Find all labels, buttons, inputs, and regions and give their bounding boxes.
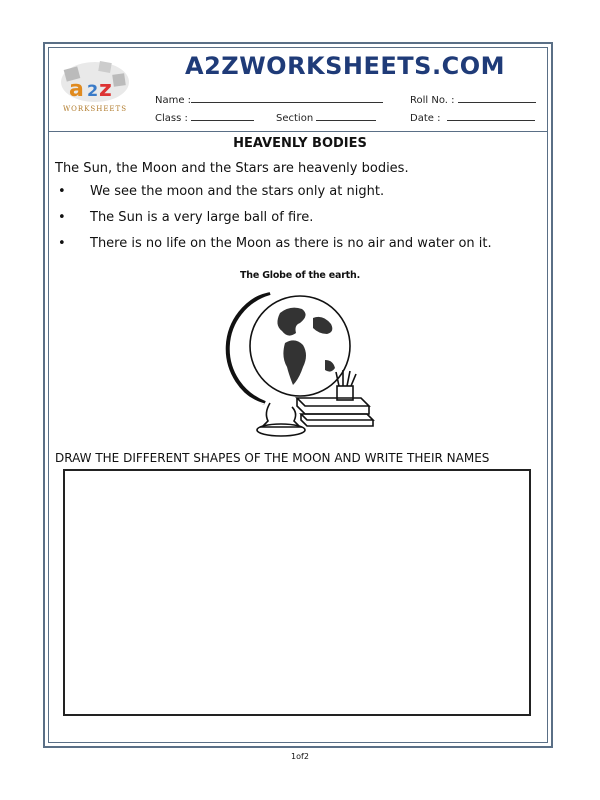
section-label: Section — [276, 113, 314, 124]
list-item: • We see the moon and the stars only at night. — [58, 184, 385, 199]
name-label: Name : — [155, 95, 192, 106]
site-title: A2ZWORKSHEETS.COM — [185, 52, 505, 80]
a2z-logo — [55, 58, 135, 116]
globe-illustration — [225, 268, 375, 443]
svg-text:a: a — [69, 77, 84, 102]
name-field[interactable] — [155, 93, 383, 106]
drawing-instruction: DRAW THE DIFFERENT SHAPES OF THE MOON AND WRITE THEIR NAMES — [55, 451, 490, 465]
class-line — [191, 111, 254, 121]
roll-field[interactable] — [410, 93, 536, 106]
name-line — [191, 93, 383, 103]
section-field[interactable] — [276, 111, 376, 124]
svg-text:z: z — [99, 77, 112, 102]
worksheet-heading: HEAVENLY BODIES — [233, 136, 367, 151]
bullet-icon: • — [58, 236, 66, 251]
class-label: Class : — [155, 113, 188, 124]
date-line — [447, 111, 535, 121]
date-label: Date : — [410, 113, 441, 124]
header-divider — [49, 131, 547, 132]
roll-label: Roll No. : — [410, 95, 455, 106]
section-line — [316, 111, 376, 121]
list-item: • The Sun is a very large ball of fire. — [58, 210, 314, 225]
class-field[interactable] — [155, 111, 254, 124]
svg-text:2: 2 — [87, 81, 99, 100]
date-field[interactable] — [410, 111, 535, 124]
page-number: 1of2 — [291, 752, 309, 761]
drawing-area[interactable] — [63, 469, 531, 716]
image-caption: The Globe of the earth. — [240, 270, 360, 281]
list-item: • There is no life on the Moon as there is no air and water on it. — [58, 236, 492, 251]
intro-text: The Sun, the Moon and the Stars are heavenly bodies. — [55, 161, 409, 176]
logo-text: WORKSHEETS — [62, 105, 128, 113]
bullet-icon: • — [58, 210, 66, 225]
roll-line — [458, 93, 536, 103]
fact-list — [55, 184, 492, 262]
bullet-icon: • — [58, 184, 66, 199]
